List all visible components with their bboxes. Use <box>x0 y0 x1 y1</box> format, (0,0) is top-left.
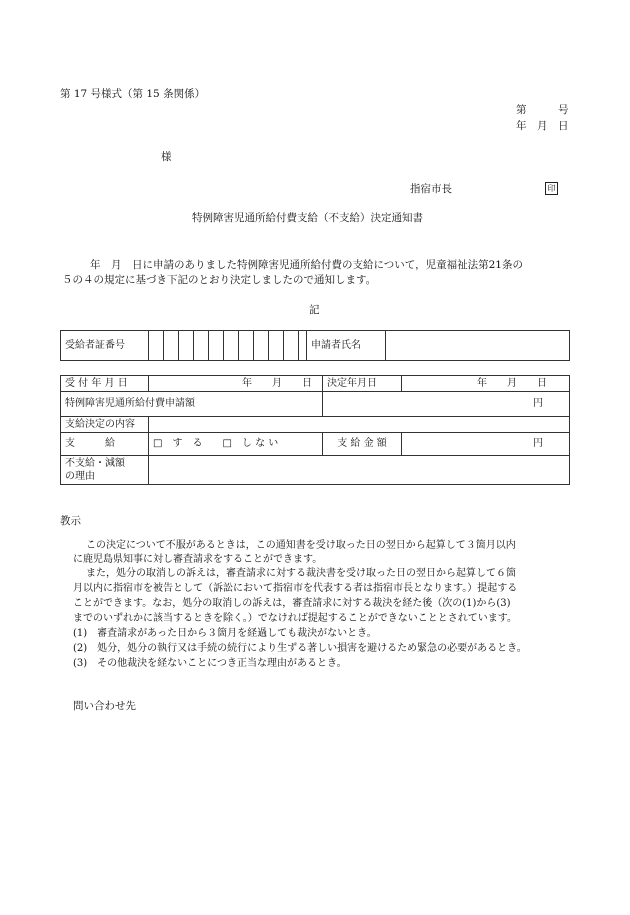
notice-line: に鹿児島県知事に対し審査請求をすることができます。 <box>73 554 323 565</box>
reason-label-line-2: の理由 <box>65 471 95 482</box>
claim-amount-label: 特例障害児通所給付費申請額 <box>61 392 323 417</box>
claim-amount-value[interactable]: 円 <box>323 392 570 417</box>
recipient-number-label: 受給者証番号 <box>61 331 149 361</box>
reason-label-line-1: 不支給・減額 <box>65 458 125 469</box>
seal-mark: 印 <box>545 182 558 195</box>
notice-line: 月以内に指宿市を被告として（訴訟において指宿市を代表する者は指宿市長となります。）提起する <box>73 583 518 594</box>
body-line-1: 年 月 日に申請のありました特例障害児通所給付費の支給について，児童福祉法第21条の <box>90 259 523 271</box>
document-date: 年 月 日 <box>516 120 569 132</box>
payment-options[interactable] <box>149 433 323 456</box>
notice-heading: 教示 <box>60 515 81 527</box>
decision-content-label: 支給決定の内容 <box>61 417 149 433</box>
contact-label: 問い合わせ先 <box>73 700 136 712</box>
notice-line: また，処分の取消しの訴えは，審査請求に対する裁決書を受け取った日の翌日から起算して６箇 <box>86 568 516 579</box>
payment-label: 支 給 <box>61 433 149 456</box>
table-spacer <box>299 331 307 361</box>
notice-line: (3) その他裁決を経ないことにつき正当な理由があるとき。 <box>73 658 347 669</box>
notice-line: ことができます。なお，処分の取消しの訴えは，審査請求に対する裁決を経た後（次の(1)から(3) <box>73 598 511 609</box>
document-number: 第 号 <box>516 104 569 116</box>
notice-line: までのいずれかに該当するときを除く。）でなければ提起することができないこととされています。 <box>73 613 517 624</box>
payment-amount-label: 支 給 金 額 <box>323 433 402 456</box>
recipient-number-box[interactable] <box>194 331 209 361</box>
addressee-suffix: 様 <box>161 151 172 163</box>
recipient-number-box[interactable] <box>269 331 284 361</box>
recipient-number-box[interactable] <box>209 331 224 361</box>
recipient-number-box[interactable] <box>284 331 299 361</box>
issuer: 指宿市長 <box>410 183 452 195</box>
ki-marker: 記 <box>309 304 320 316</box>
recipient-number-box[interactable] <box>239 331 254 361</box>
recipient-number-box[interactable] <box>164 331 179 361</box>
recipient-number-box[interactable] <box>224 331 239 361</box>
decision-date-label: 決定年月日 <box>323 376 402 392</box>
applicant-name-label: 申請者氏名 <box>307 331 386 361</box>
decision-content-value[interactable] <box>149 417 570 433</box>
notice-line: この決定について不服があるときは，この通知書を受け取った日の翌日から起算して３箇月以内 <box>86 540 516 551</box>
body-line-2: ５の４の規定に基づき下記のとおり決定しましたので通知します。 <box>62 274 377 286</box>
recipient-number-box[interactable] <box>254 331 269 361</box>
payment-amount-value[interactable]: 円 <box>402 433 570 456</box>
notice-line: (1) 審査請求があった日から３箇月を経過しても裁決がないとき。 <box>73 628 377 639</box>
receipt-date-label: 受 付 年 月 日 <box>61 376 149 392</box>
payment-option-do[interactable]: □ す る <box>153 438 203 449</box>
receipt-date-value[interactable]: 年 月 日 <box>149 376 323 392</box>
recipient-table <box>60 330 570 361</box>
applicant-name-value[interactable] <box>386 331 570 361</box>
recipient-number-box[interactable] <box>179 331 194 361</box>
payment-option-dont[interactable]: □ し な い <box>222 438 279 449</box>
notice-line: (2) 処分，処分の執行又は手続の続行により生ずる著しい損害を避けるため緊急の必要があるとき。 <box>73 643 527 654</box>
decision-date-value[interactable]: 年 月 日 <box>402 376 570 392</box>
page-title: 特例障害児通所給付費支給（不支給）決定通知書 <box>192 212 423 224</box>
reason-value[interactable] <box>149 456 570 485</box>
form-number: 第 17 号様式（第 15 条関係） <box>60 88 206 100</box>
decision-table <box>60 375 570 485</box>
reason-label <box>61 456 149 485</box>
recipient-number-box[interactable] <box>149 331 164 361</box>
